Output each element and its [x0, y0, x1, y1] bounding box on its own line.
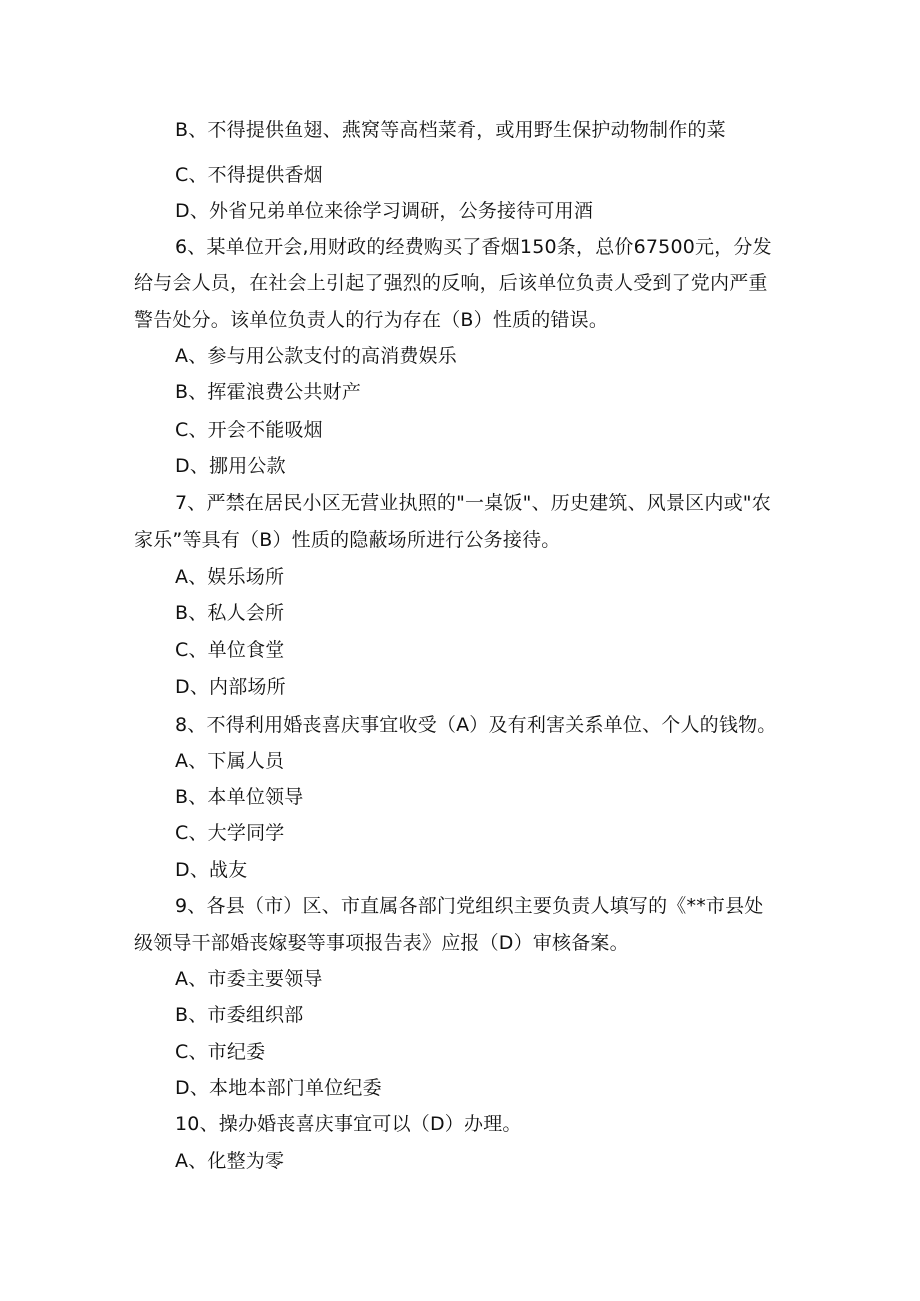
option-q8-b: B、本单位领导	[175, 786, 304, 808]
option-q9-a: A、市委主要领导	[175, 968, 323, 990]
question-7-line-2: 家乐”等具有（B）性质的隐蔽场所进行公务接待。	[134, 529, 561, 551]
question-6-line-2: 给与会人员，在社会上引起了强烈的反响，后该单位负责人受到了党内严重	[134, 272, 768, 294]
question-9-line-1: 9、各县（市）区、市直属各部门党组织主要负责人填写的《**市县处	[175, 895, 764, 917]
option-q8-c: C、大学同学	[175, 822, 285, 844]
option-q8-d: D、战友	[175, 859, 248, 881]
option-q6-b: B、挥霍浪费公共财产	[175, 381, 362, 403]
option-q10-a: A、化整为零	[175, 1150, 285, 1172]
question-6-line-1: 6、某单位开会,用财政的经费购买了香烟150条，总价67500元，分发	[175, 236, 772, 258]
option-q7-a: A、娱乐场所	[175, 566, 285, 588]
question-8-line-1: 8、不得利用婚丧喜庆事宜收受（A）及有利害关系单位、个人的钱物。	[175, 714, 777, 736]
option-q8-a: A、下属人员	[175, 750, 285, 772]
option-q9-d: D、本地本部门单位纪委	[175, 1077, 382, 1099]
option-q5-d: D、外省兄弟单位来徐学习调研，公务接待可用酒	[175, 200, 594, 222]
option-q6-a: A、参与用公款支付的高消费娱乐	[175, 345, 457, 367]
question-6-line-3: 警告处分。该单位负责人的行为存在（B）性质的错误。	[134, 309, 609, 331]
option-q9-b: B、市委组织部	[175, 1004, 304, 1026]
option-q6-c: C、开会不能吸烟	[175, 419, 323, 441]
option-q5-b: B、不得提供鱼翅、燕窝等高档菜肴，或用野生保护动物制作的菜	[175, 119, 726, 141]
option-q7-d: D、内部场所	[175, 676, 286, 698]
question-7-line-1: 7、严禁在居民小区无营业执照的"一桌饭"、历史建筑、风景区内或"农	[175, 492, 771, 514]
question-9-line-2: 级领导干部婚丧嫁娶等事项报告表》应报（D）审核备案。	[134, 932, 629, 954]
option-q5-c: C、不得提供香烟	[175, 164, 323, 186]
question-10-line-1: 10、操办婚丧喜庆事宜可以（D）办理。	[175, 1113, 522, 1135]
option-q6-d: D、挪用公款	[175, 455, 286, 477]
option-q7-b: B、私人会所	[175, 602, 285, 624]
option-q9-c: C、市纪委	[175, 1041, 266, 1063]
option-q7-c: C、单位食堂	[175, 639, 285, 661]
